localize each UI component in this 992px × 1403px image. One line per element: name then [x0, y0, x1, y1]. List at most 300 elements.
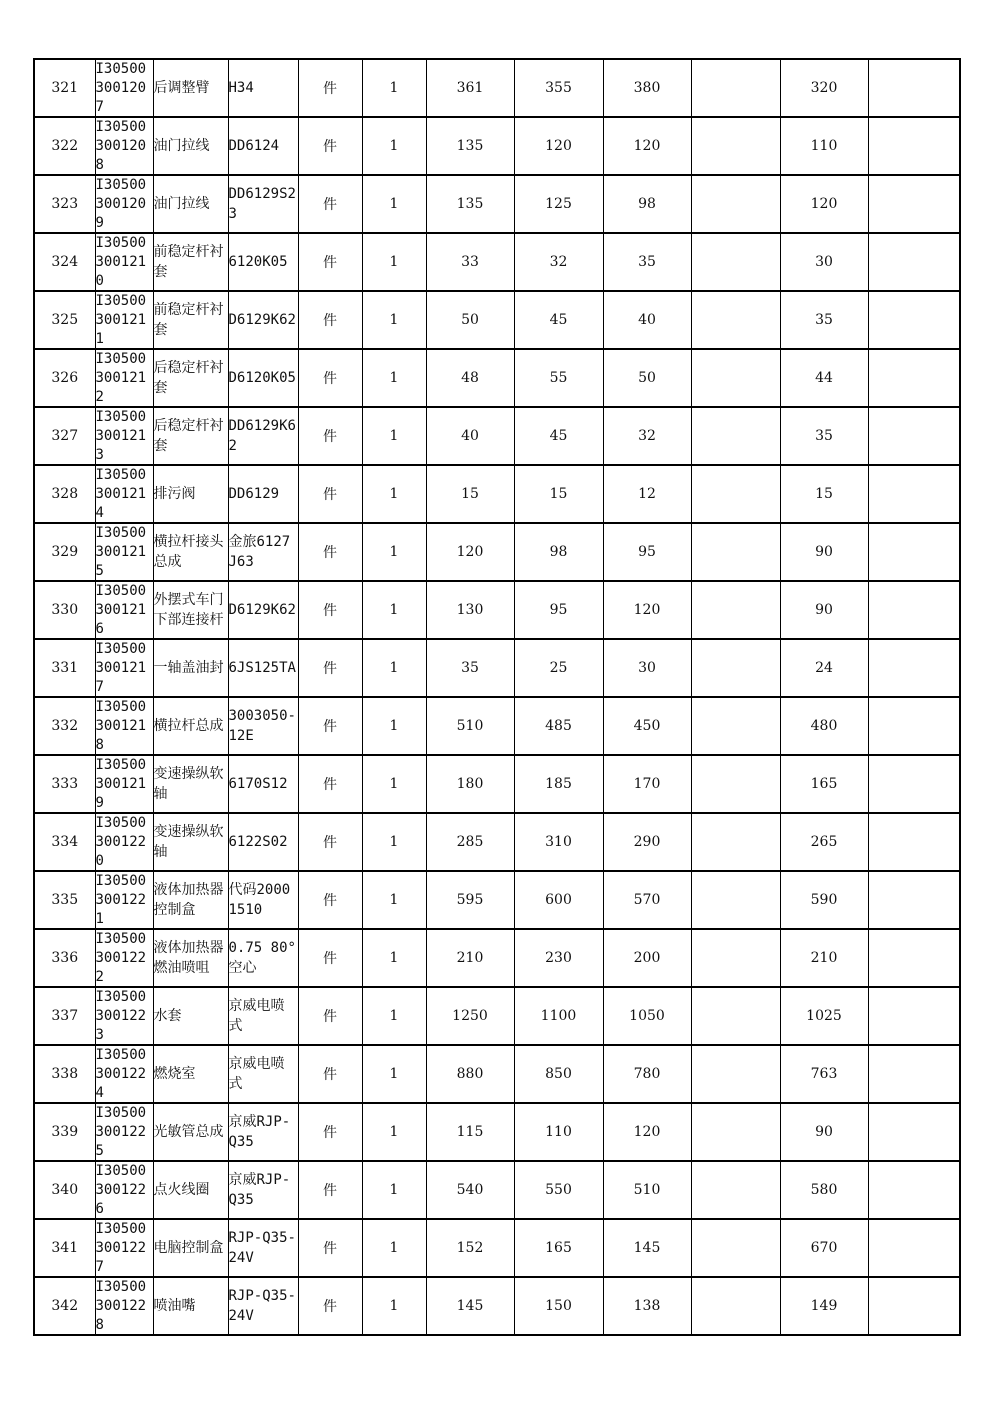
price-5-cell	[780, 59, 868, 117]
part-name: 横拉杆接头总成	[153, 534, 224, 570]
price-2-cell	[514, 1219, 603, 1277]
quantity-cell	[362, 697, 426, 755]
row-number-cell	[34, 117, 95, 175]
part-code: I30500300122 6	[95, 1163, 147, 1217]
price-3-cell	[603, 639, 691, 697]
part-model: DD6129	[228, 486, 280, 502]
part-model-cell	[228, 1277, 298, 1335]
part-model-cell	[228, 465, 298, 523]
price-2: 230	[545, 950, 572, 966]
part-model: DD6129K62	[228, 418, 296, 454]
unit: 件	[323, 487, 337, 503]
price-2: 150	[545, 1298, 572, 1314]
part-code-cell	[95, 987, 153, 1045]
price-1: 1250	[452, 1008, 488, 1024]
part-model: 京威电喷式	[228, 998, 285, 1034]
remark-cell	[868, 175, 960, 233]
part-name: 后稳定杆衬套	[153, 418, 224, 454]
part-code-cell	[95, 1103, 153, 1161]
table-row	[34, 697, 960, 755]
remark-cell	[868, 871, 960, 929]
price-1: 130	[456, 602, 484, 618]
table-row	[34, 175, 960, 233]
quantity-cell	[362, 349, 426, 407]
price-5-cell	[780, 1103, 868, 1161]
price-4-cell	[691, 175, 780, 233]
price-5-cell	[780, 871, 868, 929]
price-4-cell	[691, 1161, 780, 1219]
price-5-cell	[780, 929, 868, 987]
price-1: 48	[461, 370, 479, 386]
row-number: 323	[51, 196, 79, 212]
quantity: 1	[389, 776, 399, 792]
row-number: 333	[51, 776, 79, 792]
price-2: 485	[545, 718, 572, 734]
price-2-cell	[514, 639, 603, 697]
quantity-cell	[362, 987, 426, 1045]
price-1: 210	[456, 950, 484, 966]
part-model-cell	[228, 407, 298, 465]
part-code-cell	[95, 175, 153, 233]
row-number-cell	[34, 1219, 95, 1277]
row-number: 321	[51, 80, 79, 96]
price-3-cell	[603, 929, 691, 987]
price-3-cell	[603, 233, 691, 291]
part-model-cell	[228, 59, 298, 117]
table-row	[34, 929, 960, 987]
table-row	[34, 349, 960, 407]
price-3-cell	[603, 465, 691, 523]
part-model: 0.75 80° 空心	[228, 940, 296, 976]
table-row	[34, 1045, 960, 1103]
price-1: 880	[456, 1066, 484, 1082]
table-row	[34, 523, 960, 581]
row-number-cell	[34, 59, 95, 117]
part-model: 代码20001510	[228, 882, 291, 918]
remark-cell	[868, 1045, 960, 1103]
price-3-cell	[603, 175, 691, 233]
price-2: 110	[545, 1124, 572, 1140]
price-3-cell	[603, 813, 691, 871]
price-5-cell	[780, 233, 868, 291]
table-row	[34, 639, 960, 697]
part-name-cell	[153, 465, 228, 523]
price-1-cell	[426, 233, 514, 291]
part-model-cell	[228, 697, 298, 755]
unit-cell	[298, 1219, 362, 1277]
row-number-cell	[34, 639, 95, 697]
part-model-cell	[228, 349, 298, 407]
table-row	[34, 813, 960, 871]
part-name-cell	[153, 117, 228, 175]
quantity: 1	[389, 428, 399, 444]
price-5: 265	[810, 834, 838, 850]
price-1: 135	[456, 138, 484, 154]
price-4-cell	[691, 929, 780, 987]
remark-cell	[868, 117, 960, 175]
price-5: 24	[815, 660, 833, 676]
row-number: 330	[51, 602, 79, 618]
row-number-cell	[34, 465, 95, 523]
price-4-cell	[691, 697, 780, 755]
part-name: 电脑控制盒	[153, 1240, 224, 1256]
price-5-cell	[780, 291, 868, 349]
part-code: I30500300121 6	[95, 583, 147, 637]
part-code-cell	[95, 755, 153, 813]
part-model-cell	[228, 233, 298, 291]
part-name-cell	[153, 407, 228, 465]
part-code: I30500300120 8	[95, 119, 147, 173]
unit: 件	[323, 1299, 337, 1315]
price-2: 95	[549, 602, 568, 618]
price-2-cell	[514, 233, 603, 291]
price-2: 98	[549, 544, 568, 560]
price-2: 310	[545, 834, 572, 850]
unit-cell	[298, 117, 362, 175]
part-name: 一轴盖油封	[153, 660, 224, 676]
quantity: 1	[389, 1298, 399, 1314]
price-3: 290	[633, 834, 661, 850]
quantity: 1	[389, 1182, 399, 1198]
row-number: 328	[51, 486, 79, 502]
price-5-cell	[780, 523, 868, 581]
quantity-cell	[362, 929, 426, 987]
price-3-cell	[603, 987, 691, 1045]
price-5: 44	[815, 370, 833, 386]
unit: 件	[323, 1125, 337, 1141]
quantity: 1	[389, 718, 399, 734]
price-1: 361	[456, 80, 484, 96]
part-name-cell	[153, 1161, 228, 1219]
price-4-cell	[691, 291, 780, 349]
row-number: 327	[51, 428, 79, 444]
part-model-cell	[228, 1045, 298, 1103]
row-number-cell	[34, 1103, 95, 1161]
table-row	[34, 871, 960, 929]
price-2: 185	[545, 776, 572, 792]
unit: 件	[323, 313, 337, 329]
unit: 件	[323, 1241, 337, 1257]
part-name-cell	[153, 291, 228, 349]
quantity: 1	[389, 138, 399, 154]
part-name-cell	[153, 523, 228, 581]
part-name: 排污阀	[153, 486, 196, 502]
price-5: 90	[815, 602, 833, 618]
price-2-cell	[514, 697, 603, 755]
row-number: 336	[51, 950, 79, 966]
quantity-cell	[362, 117, 426, 175]
price-1: 50	[461, 312, 479, 328]
price-3: 35	[638, 254, 656, 270]
part-model: 京威电喷式	[228, 1056, 285, 1092]
quantity-cell	[362, 175, 426, 233]
price-3: 780	[633, 1066, 661, 1082]
price-5-cell	[780, 987, 868, 1045]
price-3-cell	[603, 523, 691, 581]
row-number-cell	[34, 233, 95, 291]
part-model: H34	[228, 80, 254, 96]
part-code: I30500300122 4	[95, 1047, 147, 1101]
part-code: I30500300121 7	[95, 641, 147, 695]
row-number: 326	[51, 370, 79, 386]
quantity-cell	[362, 1161, 426, 1219]
row-number-cell	[34, 871, 95, 929]
part-code-cell	[95, 813, 153, 871]
part-model: D6129K62	[228, 312, 296, 328]
price-4-cell	[691, 871, 780, 929]
price-1-cell	[426, 871, 514, 929]
quantity: 1	[389, 254, 399, 270]
price-5-cell	[780, 117, 868, 175]
price-3-cell	[603, 581, 691, 639]
table-row	[34, 1219, 960, 1277]
quantity-cell	[362, 1045, 426, 1103]
part-name-cell	[153, 987, 228, 1045]
price-1: 595	[456, 892, 484, 908]
price-5-cell	[780, 755, 868, 813]
part-model-cell	[228, 581, 298, 639]
unit: 件	[323, 603, 337, 619]
price-1-cell	[426, 465, 514, 523]
row-number: 338	[51, 1066, 79, 1082]
quantity-cell	[362, 59, 426, 117]
table-row	[34, 1161, 960, 1219]
unit: 件	[323, 951, 337, 967]
price-2: 1100	[540, 1008, 577, 1024]
price-3: 12	[638, 486, 656, 502]
part-model-cell	[228, 117, 298, 175]
part-model: RJP-Q35-24V	[228, 1230, 296, 1266]
price-3: 138	[633, 1298, 661, 1314]
price-3: 98	[638, 196, 656, 212]
quantity-cell	[362, 523, 426, 581]
row-number: 325	[51, 312, 79, 328]
part-model-cell	[228, 639, 298, 697]
unit: 件	[323, 255, 337, 271]
price-3-cell	[603, 1103, 691, 1161]
row-number: 322	[51, 138, 79, 154]
price-1: 285	[456, 834, 484, 850]
unit: 件	[323, 1183, 337, 1199]
price-1-cell	[426, 1219, 514, 1277]
row-number-cell	[34, 755, 95, 813]
price-3: 200	[633, 950, 661, 966]
price-1: 40	[461, 428, 479, 444]
price-1: 115	[456, 1124, 484, 1140]
remark-cell	[868, 755, 960, 813]
price-4-cell	[691, 233, 780, 291]
remark-cell	[868, 813, 960, 871]
part-name-cell	[153, 59, 228, 117]
part-name: 光敏管总成	[153, 1124, 224, 1140]
part-code-cell	[95, 639, 153, 697]
price-4-cell	[691, 1103, 780, 1161]
price-3-cell	[603, 117, 691, 175]
row-number: 340	[51, 1182, 79, 1198]
price-1-cell	[426, 349, 514, 407]
price-5: 90	[815, 1124, 833, 1140]
price-3: 30	[638, 660, 656, 676]
price-3: 40	[638, 312, 656, 328]
unit: 件	[323, 1067, 337, 1083]
part-model-cell	[228, 1161, 298, 1219]
quantity: 1	[389, 660, 399, 676]
quantity: 1	[389, 312, 399, 328]
part-code-cell	[95, 523, 153, 581]
price-1: 33	[461, 254, 479, 270]
part-name-cell	[153, 929, 228, 987]
remark-cell	[868, 407, 960, 465]
part-code: I30500300121 4	[95, 467, 147, 521]
part-code-cell	[95, 59, 153, 117]
unit: 件	[323, 429, 337, 445]
price-2-cell	[514, 1103, 603, 1161]
unit-cell	[298, 523, 362, 581]
part-code: I30500300122 3	[95, 989, 147, 1043]
part-name-cell	[153, 639, 228, 697]
price-2: 550	[545, 1182, 572, 1198]
price-1-cell	[426, 175, 514, 233]
price-2-cell	[514, 1277, 603, 1335]
unit: 件	[323, 545, 337, 561]
table-row	[34, 59, 960, 117]
part-name: 外摆式车门下部连接杆	[153, 592, 224, 628]
price-2-cell	[514, 117, 603, 175]
quantity: 1	[389, 544, 399, 560]
row-number-cell	[34, 1277, 95, 1335]
part-code: I30500300121 9	[95, 757, 147, 811]
part-code: I30500300122 0	[95, 815, 147, 869]
part-model: 6170S12	[228, 776, 288, 792]
table-row	[34, 755, 960, 813]
row-number-cell	[34, 1045, 95, 1103]
quantity: 1	[389, 370, 399, 386]
price-4-cell	[691, 523, 780, 581]
part-name: 前稳定杆衬套	[153, 244, 224, 280]
part-name: 液体加热器控制盒	[153, 882, 224, 918]
row-number: 339	[51, 1124, 79, 1140]
unit: 件	[323, 893, 337, 909]
row-number-cell	[34, 1161, 95, 1219]
remark-cell	[868, 987, 960, 1045]
part-name: 变速操纵软轴	[153, 766, 224, 802]
price-3-cell	[603, 291, 691, 349]
price-3: 145	[633, 1240, 661, 1256]
unit-cell	[298, 1161, 362, 1219]
price-2-cell	[514, 523, 603, 581]
price-2-cell	[514, 349, 603, 407]
remark-cell	[868, 1161, 960, 1219]
quantity: 1	[389, 80, 399, 96]
part-code: I30500300122 2	[95, 931, 147, 985]
table-body	[34, 59, 960, 1335]
price-5: 210	[810, 950, 838, 966]
price-2-cell	[514, 755, 603, 813]
price-3: 450	[633, 718, 661, 734]
part-name: 油门拉线	[153, 138, 210, 154]
part-name-cell	[153, 233, 228, 291]
unit-cell	[298, 349, 362, 407]
remark-cell	[868, 581, 960, 639]
remark-cell	[868, 929, 960, 987]
price-2-cell	[514, 871, 603, 929]
table-row	[34, 1277, 960, 1335]
price-5-cell	[780, 407, 868, 465]
quantity-cell	[362, 1103, 426, 1161]
part-model-cell	[228, 523, 298, 581]
unit-cell	[298, 465, 362, 523]
part-model-cell	[228, 871, 298, 929]
price-2-cell	[514, 929, 603, 987]
price-1-cell	[426, 813, 514, 871]
price-3: 50	[638, 370, 656, 386]
remark-cell	[868, 1219, 960, 1277]
quantity-cell	[362, 813, 426, 871]
price-5-cell	[780, 465, 868, 523]
quantity-cell	[362, 755, 426, 813]
price-1-cell	[426, 59, 514, 117]
unit-cell	[298, 987, 362, 1045]
price-1-cell	[426, 291, 514, 349]
unit-cell	[298, 1277, 362, 1335]
price-2: 165	[545, 1240, 572, 1256]
unit: 件	[323, 197, 337, 213]
price-2: 15	[549, 486, 568, 502]
unit: 件	[323, 371, 337, 387]
unit: 件	[323, 777, 337, 793]
price-2: 45	[549, 428, 568, 444]
part-name-cell	[153, 755, 228, 813]
price-5-cell	[780, 697, 868, 755]
price-5: 90	[815, 544, 833, 560]
row-number: 329	[51, 544, 79, 560]
part-code: I30500300121 3	[95, 409, 147, 463]
price-3-cell	[603, 755, 691, 813]
unit-cell	[298, 291, 362, 349]
price-3-cell	[603, 349, 691, 407]
part-model: 6JS125TA	[228, 660, 296, 676]
price-5: 580	[810, 1182, 838, 1198]
price-1-cell	[426, 639, 514, 697]
price-1-cell	[426, 1103, 514, 1161]
price-1-cell	[426, 117, 514, 175]
row-number-cell	[34, 581, 95, 639]
price-3: 570	[633, 892, 661, 908]
price-1-cell	[426, 697, 514, 755]
quantity: 1	[389, 1240, 399, 1256]
part-code-cell	[95, 233, 153, 291]
row-number: 342	[51, 1298, 79, 1314]
part-model: 6120K05	[228, 254, 288, 270]
price-2: 55	[549, 370, 568, 386]
part-model-cell	[228, 291, 298, 349]
quantity: 1	[389, 196, 399, 212]
part-code: I30500300121 5	[95, 525, 147, 579]
row-number-cell	[34, 349, 95, 407]
price-4-cell	[691, 1045, 780, 1103]
price-4-cell	[691, 639, 780, 697]
part-model: 3003050-12E	[228, 708, 296, 744]
part-code-cell	[95, 291, 153, 349]
remark-cell	[868, 59, 960, 117]
price-3: 120	[633, 138, 661, 154]
unit-cell	[298, 929, 362, 987]
part-code-cell	[95, 1045, 153, 1103]
unit: 件	[323, 139, 337, 155]
price-4-cell	[691, 59, 780, 117]
row-number: 341	[51, 1240, 79, 1256]
unit-cell	[298, 813, 362, 871]
